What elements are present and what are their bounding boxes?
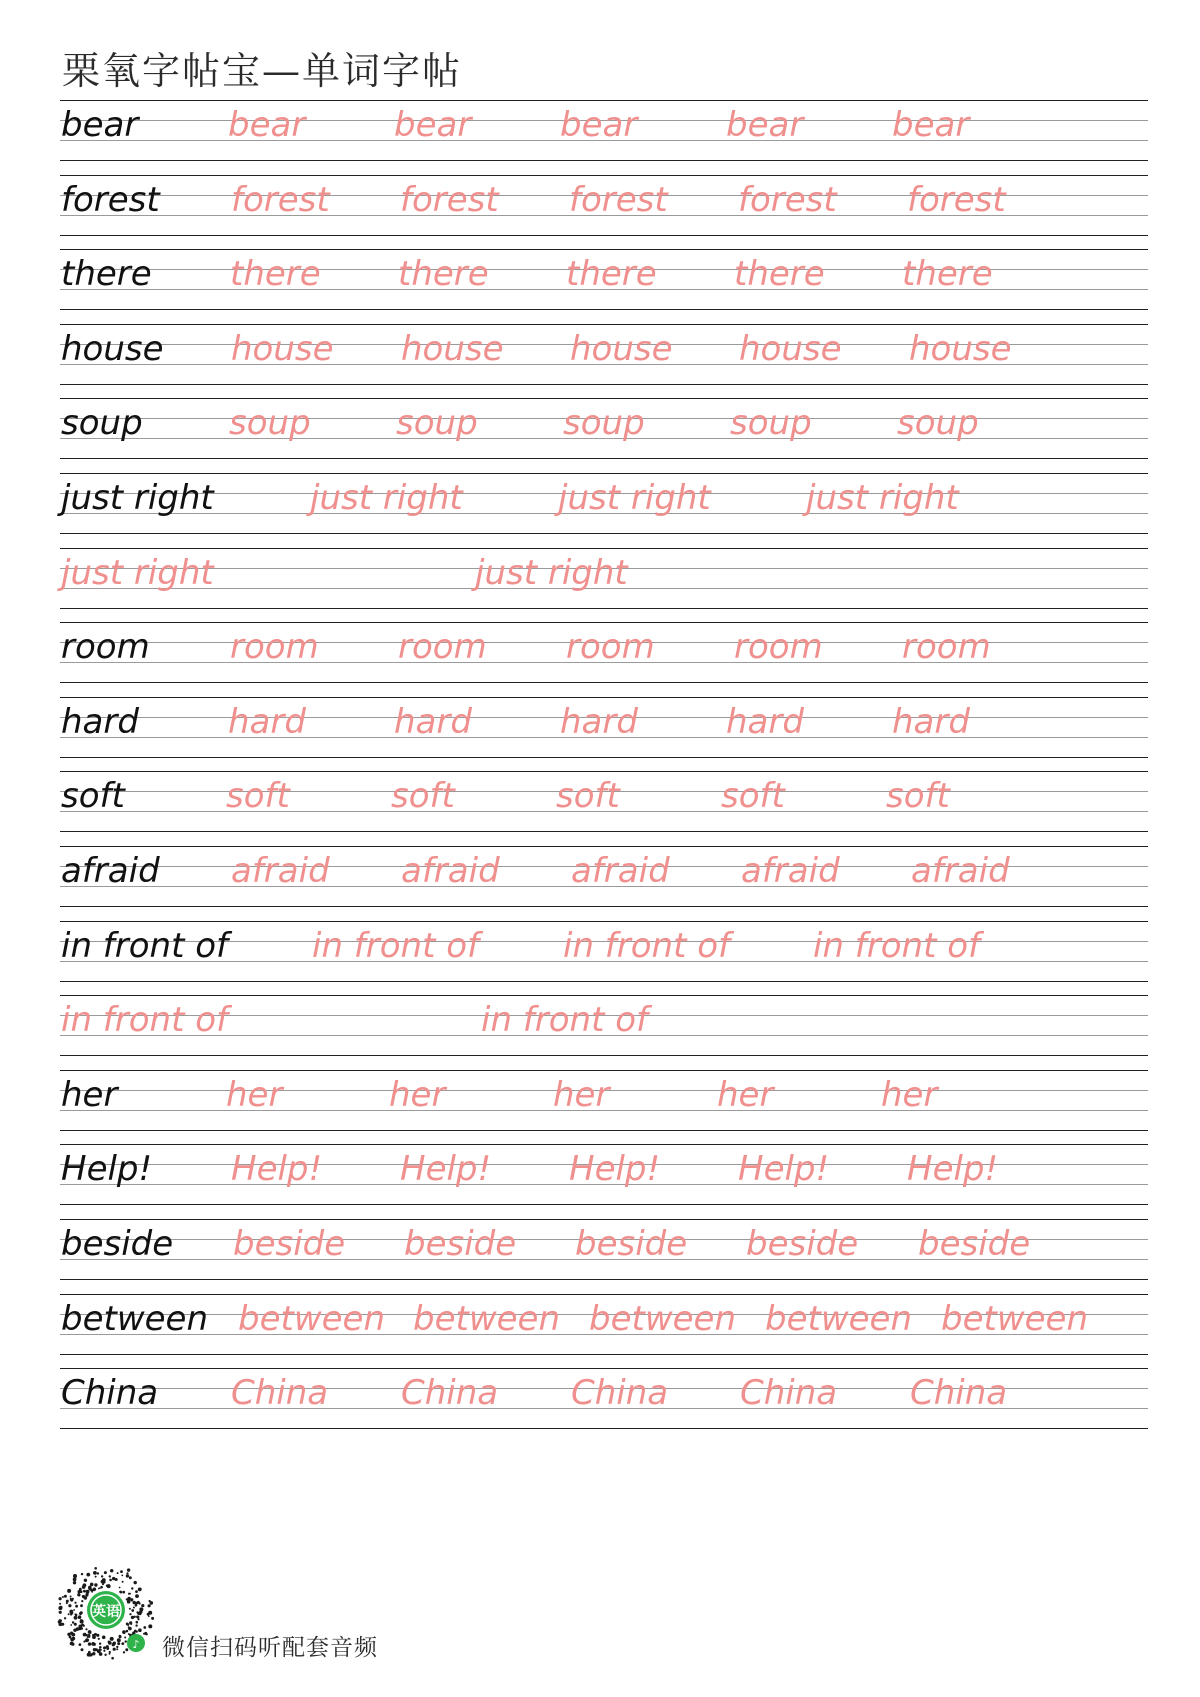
trace-word: bear — [892, 105, 970, 145]
trace-word: bear — [394, 105, 472, 145]
trace-word: beside — [575, 1224, 688, 1264]
trace-word: beside — [404, 1224, 517, 1264]
guide-line — [60, 1219, 1148, 1220]
trace-word: soft — [556, 776, 620, 817]
model-word: between — [61, 1298, 209, 1339]
practice-row — [60, 697, 1148, 758]
trace-word: between — [765, 1298, 913, 1339]
trace-word: in front of — [813, 925, 981, 966]
practice-row — [60, 100, 1148, 161]
model-word: room — [61, 627, 150, 668]
qr-code[interactable] — [56, 1565, 156, 1665]
trace-word: beside — [918, 1224, 1031, 1264]
model-word: soup — [61, 403, 143, 444]
guide-line — [60, 682, 1148, 683]
trace-word: soup — [563, 403, 645, 444]
trace-word: just right — [310, 478, 463, 518]
practice-row — [60, 921, 1148, 982]
guide-line — [60, 309, 1148, 310]
guide-line — [60, 1354, 1148, 1355]
trace-word: forest — [231, 179, 330, 220]
trace-word: afraid — [231, 851, 330, 891]
trace-word: room — [398, 627, 487, 668]
trace-word: Help! — [907, 1149, 999, 1190]
trace-word: in front of — [481, 1000, 649, 1041]
trace-word: there — [230, 254, 321, 295]
guide-line — [60, 533, 1148, 534]
model-word: forest — [61, 179, 160, 220]
practice-row — [60, 995, 1148, 1056]
trace-word: house — [231, 328, 334, 369]
guide-line — [60, 473, 1148, 474]
trace-word: Help! — [738, 1149, 830, 1190]
trace-word: room — [230, 627, 319, 668]
model-word: bear — [61, 105, 139, 145]
guide-line — [60, 398, 1148, 399]
guide-line — [60, 1144, 1148, 1145]
trace-word: hard — [892, 701, 970, 742]
trace-word: her — [226, 1074, 283, 1115]
guide-line — [60, 1070, 1148, 1071]
footer — [56, 1565, 476, 1665]
trace-word: Help! — [231, 1149, 323, 1190]
practice-row — [60, 1070, 1148, 1131]
trace-word: bear — [228, 105, 306, 145]
trace-word: forest — [569, 179, 668, 220]
trace-word: just right — [61, 552, 214, 593]
guide-line — [60, 235, 1148, 236]
trace-word: between — [941, 1298, 1089, 1339]
guide-line — [60, 921, 1148, 922]
model-word: beside — [61, 1224, 174, 1264]
guide-line — [60, 906, 1148, 907]
guide-line — [60, 757, 1148, 758]
trace-word: in front of — [312, 925, 480, 966]
trace-word: hard — [228, 701, 306, 742]
guide-line — [60, 458, 1148, 459]
guide-line — [60, 1428, 1148, 1429]
practice-row — [60, 1144, 1148, 1205]
trace-word: there — [566, 254, 657, 295]
guide-line — [60, 846, 1148, 847]
guide-line — [60, 771, 1148, 772]
trace-word: soup — [229, 403, 311, 444]
trace-word: afraid — [741, 851, 840, 891]
trace-word: soft — [721, 776, 785, 817]
practice-row — [60, 771, 1148, 832]
trace-word: soup — [897, 403, 979, 444]
trace-word: soft — [886, 776, 950, 817]
trace-word: there — [398, 254, 489, 295]
model-word: her — [61, 1074, 118, 1115]
trace-word: her — [389, 1074, 446, 1115]
trace-word: between — [238, 1298, 386, 1339]
trace-word: there — [734, 254, 825, 295]
trace-word: forest — [907, 179, 1006, 220]
guide-line — [60, 831, 1148, 832]
svg-text:♪: ♪ — [132, 1638, 140, 1651]
trace-word: Help! — [400, 1149, 492, 1190]
model-word: hard — [61, 701, 139, 742]
trace-word: afraid — [401, 851, 500, 891]
guide-line — [60, 160, 1148, 161]
trace-word: her — [717, 1074, 774, 1115]
model-word: in front of — [61, 925, 229, 966]
trace-word: between — [589, 1298, 737, 1339]
practice-row — [60, 1219, 1148, 1280]
model-word: Help! — [61, 1149, 153, 1190]
model-word: just right — [61, 478, 214, 518]
model-word: house — [61, 328, 164, 369]
trace-word: house — [401, 328, 504, 369]
trace-word: house — [909, 328, 1012, 369]
guide-line — [60, 608, 1148, 609]
trace-word: room — [566, 627, 655, 668]
trace-word: China — [740, 1373, 838, 1414]
trace-word: bear — [560, 105, 638, 145]
guide-line — [60, 1130, 1148, 1131]
guide-line — [60, 1279, 1148, 1280]
practice-row — [60, 1294, 1148, 1355]
footer-caption: 微信扫码听配套音频 — [162, 1635, 378, 1661]
practice-row — [60, 249, 1148, 310]
trace-word: hard — [394, 701, 472, 742]
guide-line — [60, 249, 1148, 250]
practice-row — [60, 1368, 1148, 1429]
trace-word: room — [902, 627, 991, 668]
trace-word: house — [739, 328, 842, 369]
guide-line — [60, 324, 1148, 325]
trace-word: in front of — [563, 925, 731, 966]
trace-word: China — [231, 1373, 329, 1414]
trace-word: in front of — [61, 1000, 229, 1041]
practice-row — [60, 398, 1148, 459]
practice-row — [60, 324, 1148, 385]
trace-word: China — [401, 1373, 499, 1414]
trace-word: soup — [396, 403, 478, 444]
practice-row — [60, 175, 1148, 236]
guide-line — [60, 548, 1148, 549]
guide-line — [60, 1204, 1148, 1205]
guide-line — [60, 1294, 1148, 1295]
trace-word: just right — [475, 552, 628, 593]
trace-word: just right — [558, 478, 711, 518]
model-word: there — [61, 254, 152, 295]
trace-word: forest — [400, 179, 499, 220]
trace-word: soft — [226, 776, 290, 817]
guide-line — [60, 622, 1148, 623]
trace-word: soft — [391, 776, 455, 817]
trace-word: hard — [560, 701, 638, 742]
trace-word: between — [413, 1298, 561, 1339]
trace-word: China — [571, 1373, 669, 1414]
trace-word: just right — [806, 478, 959, 518]
model-word: soft — [61, 776, 125, 817]
trace-word: her — [881, 1074, 938, 1115]
guide-line — [60, 175, 1148, 176]
trace-word: hard — [726, 701, 804, 742]
guide-line — [60, 100, 1148, 101]
trace-word: her — [553, 1074, 610, 1115]
guide-line — [60, 697, 1148, 698]
trace-word: forest — [738, 179, 837, 220]
qr-code-icon — [56, 1565, 156, 1665]
guide-line — [60, 1368, 1148, 1369]
trace-word: beside — [233, 1224, 346, 1264]
page-title: 栗氧字帖宝—单词字帖 — [62, 49, 463, 93]
trace-word: bear — [726, 105, 804, 145]
practice-row — [60, 473, 1148, 534]
trace-word: China — [910, 1373, 1008, 1414]
trace-word: afraid — [571, 851, 670, 891]
trace-word: house — [570, 328, 673, 369]
practice-row — [60, 622, 1148, 683]
guide-line — [60, 995, 1148, 996]
practice-row — [60, 548, 1148, 609]
qr-badge-label: 英语 — [92, 1604, 120, 1620]
trace-word: afraid — [911, 851, 1010, 891]
trace-word: soup — [730, 403, 812, 444]
guide-line — [60, 384, 1148, 385]
trace-word: there — [902, 254, 993, 295]
guide-line — [60, 981, 1148, 982]
trace-word: room — [734, 627, 823, 668]
model-word: China — [61, 1373, 159, 1414]
trace-word: beside — [746, 1224, 859, 1264]
practice-row — [60, 846, 1148, 907]
guide-line — [60, 1055, 1148, 1056]
model-word: afraid — [61, 851, 160, 891]
trace-word: Help! — [569, 1149, 661, 1190]
